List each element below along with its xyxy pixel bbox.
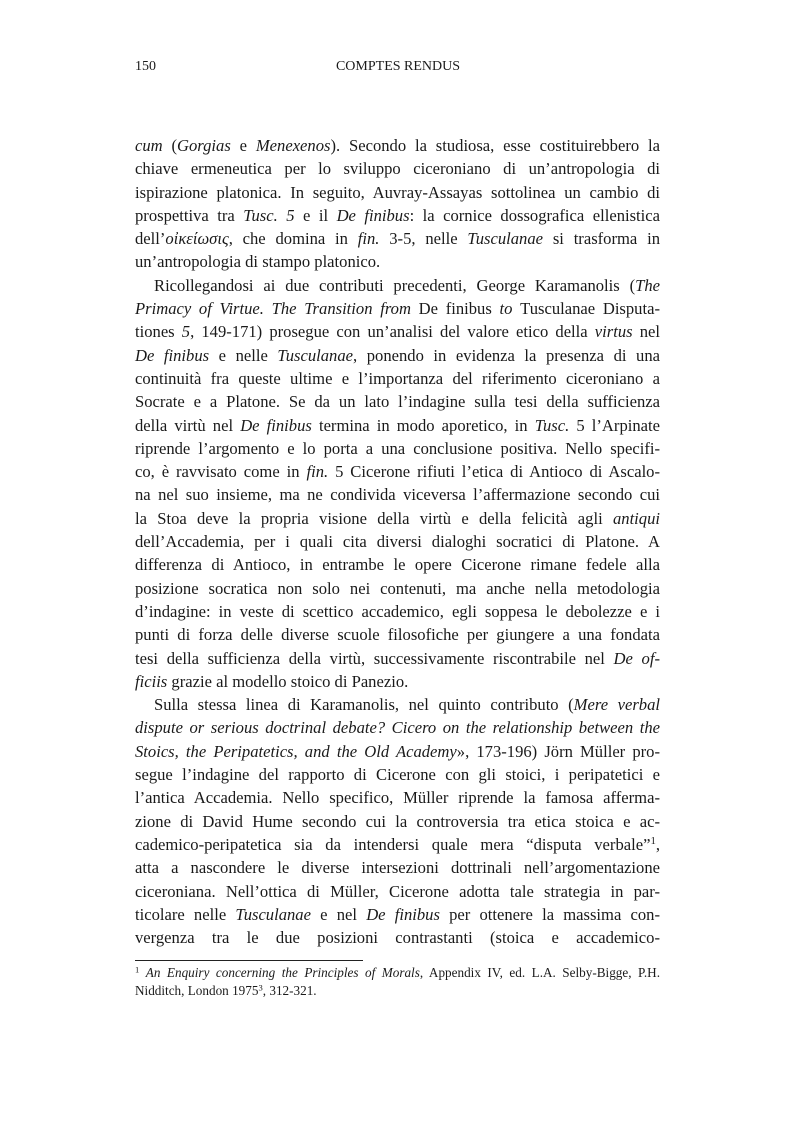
italic-text: to [491, 299, 521, 319]
text-line [135, 600, 660, 623]
footnote-divider [135, 960, 363, 961]
footnote [135, 964, 660, 1000]
text-span: na nel suo insieme, ma ne condivida viceversa l’affermazione secondo cui [135, 485, 660, 505]
text-span: , che domina in [228, 229, 358, 249]
text-line [135, 964, 660, 982]
text-line [135, 670, 660, 693]
text-span: tiones [135, 322, 182, 342]
paragraph [135, 274, 660, 693]
text-span: prospettiva tra [135, 205, 244, 225]
text-line [135, 856, 660, 879]
text-span: un’antropologia di stampo platonico. [135, 252, 381, 272]
text-span: nel [632, 322, 660, 342]
text-line [135, 367, 660, 390]
italic-text: De finibus [135, 345, 210, 365]
text-span: 5 Cicerone rifiuti l’etica di Antioco di Ascalo- [328, 462, 660, 482]
text-span: , Appendix IV, ed. L.A. Selby-Bigge, P.H. [419, 965, 661, 980]
paragraph [135, 134, 660, 274]
text-span: si trasforma in [543, 229, 660, 249]
italic-text: Tusc. 5 [243, 205, 295, 225]
text-span: cademico-peripatetica sia da intendersi quale mera “disputa verbale” [135, 834, 651, 854]
text-span: vergenza tra le due posizioni contrastanti (stoica e accademico- [135, 928, 660, 948]
text-line [135, 926, 660, 949]
text-line [135, 763, 660, 786]
italic-text: De finibus [366, 904, 440, 924]
paragraph [135, 693, 660, 949]
text-line [135, 786, 660, 809]
text-span: grazie al modello stoico di Panezio. [167, 671, 409, 691]
text-line [135, 982, 660, 1000]
italic-text: fin. [357, 229, 380, 249]
italic-text: 5 [181, 322, 191, 342]
text-line [135, 880, 660, 903]
text-line [135, 414, 660, 437]
italic-text: De finibus [336, 205, 410, 225]
text-span: per ottenere la massima con- [439, 904, 660, 924]
footnote-marker: 1 [135, 964, 140, 975]
text-line [135, 437, 660, 460]
text-span: differenza di Antioco, in entrambe le opere Cicerone rimane fedele alla [135, 555, 660, 575]
text-line [135, 181, 660, 204]
italic-text: Stoics, the Peripatetics, and the Old Academy [135, 741, 457, 761]
text-span: d’indagine: in veste di scettico accademico, egli soppesa le debolezze e i [135, 601, 660, 621]
text-line [135, 740, 660, 763]
text-line [135, 716, 660, 739]
italic-text: Tusculanae [467, 229, 544, 249]
text-span: Tusculanae Disputa- [520, 299, 660, 319]
text-line [135, 833, 660, 856]
text-line [135, 204, 660, 227]
footnote-marker: 1 [650, 834, 656, 847]
text-span: e il [294, 205, 337, 225]
text-span: e nel [310, 904, 367, 924]
text-span: segue l’indagine del rapporto di Cicerone con gli stoici, i peripatetici e [135, 765, 660, 785]
text-line [135, 320, 660, 343]
italic-text: cum [135, 136, 163, 155]
text-line [135, 530, 660, 553]
text-span: della virtù nel [135, 415, 241, 435]
text-span: ). Secondo la studiosa, esse costituirebbero la [330, 136, 660, 155]
text-span: continuità fra queste ultime e l’importanza del riferimento ciceroniano a [135, 368, 660, 388]
text-span: l’antica Accademia. Nello specifico, Müller riprende la famosa afferma- [135, 788, 660, 808]
italic-text: Menexenos [255, 136, 331, 155]
text-line [135, 250, 660, 273]
text-span: ciceroniana. Nell’ottica di Müller, Cicerone adotta tale strategia in par- [135, 881, 660, 901]
italic-text: Tusc. [534, 415, 570, 435]
text-span: Ricollegandosi ai due contributi precedenti, George Karamanolis ( [154, 275, 636, 295]
text-line [135, 274, 660, 297]
text-line [135, 390, 660, 413]
text-span: ( [162, 136, 178, 155]
text-span: zione di David Hume secondo cui la controversia tra etica stoica e ac- [135, 811, 660, 831]
text-line [135, 553, 660, 576]
text-line [135, 623, 660, 646]
text-line [135, 483, 660, 506]
italic-text: Gorgias [177, 136, 231, 155]
text-span: e [230, 136, 256, 155]
italic-text: De finibus [240, 415, 312, 435]
text-span: , 312-321. [262, 983, 317, 998]
text-span: e nelle [209, 345, 278, 365]
text-span: 5 l’Arpinate [569, 415, 660, 435]
text-span: , 149-171) prosegue con un’analisi del valore etico della [190, 322, 595, 342]
italic-text: Tusculanae [277, 345, 354, 365]
italic-text: dispute or serious doctrinal debate? Cicero on the relationship between the [135, 718, 660, 738]
text-span: , [655, 834, 660, 854]
text-line [135, 227, 660, 250]
text-span: : la cornice dossografica ellenistica [409, 205, 661, 225]
italic-text: virtus [594, 322, 633, 342]
italic-text: fin. [306, 462, 329, 482]
text-span: la Stoa deve la propria visione della virtù e della felicità agli [135, 508, 613, 528]
italic-text: Mere verbal [573, 695, 661, 715]
italic-text: The [635, 275, 660, 295]
text-span: dell’ [135, 229, 166, 249]
text-line [135, 134, 660, 157]
text-span: punti di forza delle diverse scuole filosofiche per giungere a una fondata [135, 625, 660, 645]
page-number: 150 [135, 59, 156, 74]
text-line [135, 577, 660, 600]
italic-text: οἰκείωσις [165, 229, 229, 249]
italic-text: ficiis [135, 671, 168, 691]
text-span: chiave ermeneutica per lo sviluppo ciceroniano di un’antropologia di [135, 159, 660, 179]
text-line [135, 297, 660, 320]
text-span: termina in modo aporetico, in [311, 415, 535, 435]
text-line [135, 460, 660, 483]
text-span: », 173-196) Jörn Müller pro- [456, 741, 660, 761]
text-span: , ponendo in evidenza la presenza di una [353, 345, 660, 365]
text-span: ticolare nelle [135, 904, 236, 924]
text-span: riprende l’argomento e lo porta a una conclusione positiva. Nello specifi- [135, 438, 660, 458]
text-line [135, 810, 660, 833]
text-line [135, 693, 660, 716]
italic-text: Tusculanae [235, 904, 311, 924]
text-span: Socrate e a Platone. Se da un lato l’indagine sulla tesi della sufficienza [135, 392, 660, 412]
italic-text: De of- [613, 648, 660, 668]
text-span: dell’Accademia, per i quali cita diversi dialoghi socratici di Platone. A [135, 532, 660, 552]
text-span: ispirazione platonica. In seguito, Auvray-Assayas sottolinea un cambio di [135, 182, 660, 202]
text-line [135, 647, 660, 670]
main-text [135, 134, 660, 949]
text-line [135, 157, 660, 180]
text-span: 3-5, nelle [379, 229, 468, 249]
text-span: posizione socratica non solo nei contenuti, ma anche nella metodologia [135, 578, 660, 598]
running-title: COMPTES RENDUS [335, 59, 461, 74]
text-line [135, 507, 660, 530]
italic-text: An Enquiry concerning the Principles of Morals [145, 965, 420, 980]
footnote-marker: 3 [258, 982, 263, 993]
text-line [135, 344, 660, 367]
text-span: Nidditch, London 1975 [135, 983, 259, 998]
italic-text: Primacy of Virtue. The Transition from [135, 299, 419, 319]
italic-text: antiqui [612, 508, 660, 528]
text-span: tesi della sufficienza della virtù, successivamente riscontrabile nel [135, 648, 614, 668]
text-span: Sulla stessa linea di Karamanolis, nel quinto contributo ( [154, 695, 574, 715]
text-line [135, 903, 660, 926]
text-span: atta a nascondere le diverse intersezioni dottrinali nell’argomentazione [135, 858, 660, 878]
text-span: De finibus [418, 299, 492, 319]
text-span: co, è ravvisato come in [135, 462, 307, 482]
